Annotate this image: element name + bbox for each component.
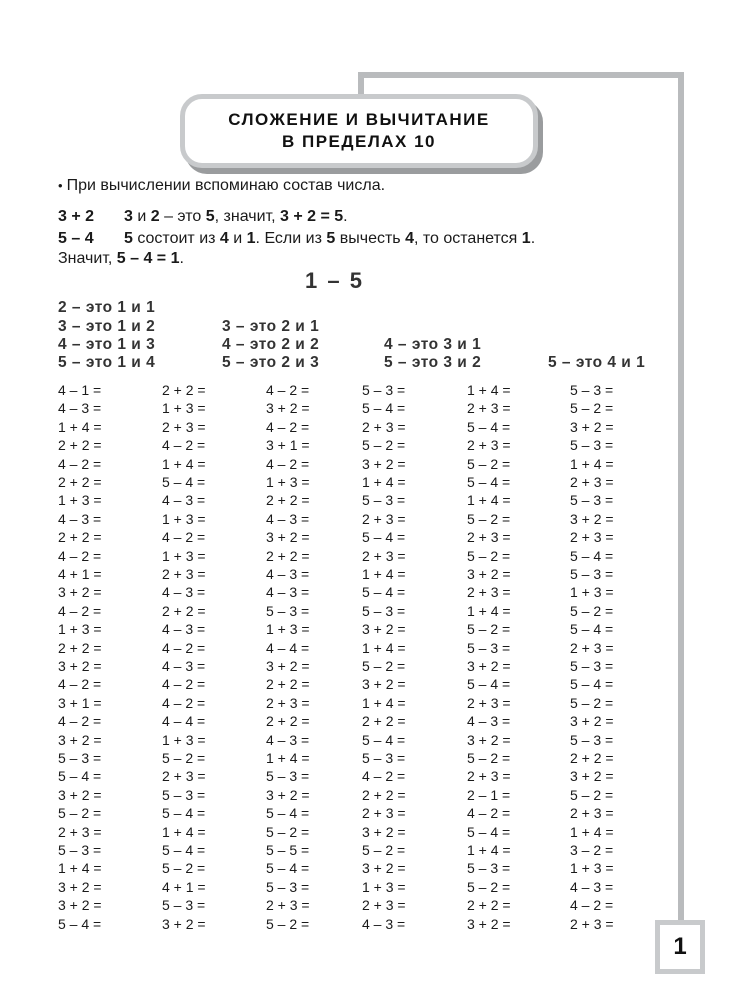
exercise-item: 2 + 3 =: [467, 768, 511, 785]
exercise-item: 5 – 2 =: [570, 694, 614, 711]
exercise-item: 3 + 2 =: [570, 713, 614, 730]
exercise-item: 4 – 4 =: [162, 713, 206, 730]
exercise-item: 2 + 3 =: [570, 805, 614, 822]
exercise-item: 3 + 1 =: [58, 694, 102, 711]
exercise-item: 5 – 3 =: [570, 566, 614, 582]
composition-item: 3 – это 1 и 2: [58, 318, 156, 335]
exercise-item: 2 + 2 =: [362, 786, 406, 803]
exercise-item: 2 + 3 =: [362, 897, 406, 914]
exercise-item: 5 – 4 =: [467, 823, 511, 840]
exercise-item: 5 – 2 =: [467, 547, 511, 564]
exercise-item: 4 – 2 =: [58, 455, 102, 472]
ex2-p11: 1: [521, 230, 531, 247]
exercise-item: 5 – 2 =: [58, 805, 102, 822]
exercise-item: 4 – 2 =: [162, 676, 206, 693]
exercise-item: 1 + 3 =: [570, 584, 614, 601]
exercise-item: 2 + 2 =: [58, 529, 102, 546]
exercise-item: 5 – 4 =: [58, 768, 102, 785]
exercise-item: 2 + 3 =: [58, 823, 102, 840]
exercise-item: 5 – 3 =: [570, 437, 614, 454]
exercise-item: 1 + 4 =: [266, 750, 310, 766]
page-frame-top: [358, 72, 684, 78]
exercise-item: 3 + 2 =: [362, 823, 406, 840]
ex2-p10: , то останется: [413, 230, 522, 247]
composition-item: 4 – это 3 и 1: [384, 336, 482, 353]
ex1-p2: и: [132, 208, 151, 225]
ex1-p4: – это: [159, 208, 206, 225]
exercise-item: 2 + 3 =: [362, 418, 406, 435]
ex1-p5: 5: [205, 208, 215, 225]
exercise-item: 2 + 3 =: [570, 474, 614, 490]
ex1-p3: 2: [150, 208, 160, 225]
exercise-item: 1 + 3 =: [266, 621, 310, 638]
exercise-item: 1 + 4 =: [467, 492, 511, 509]
ex3-text: Значит,: [58, 250, 117, 267]
ex2-p2: состоит из: [132, 230, 220, 247]
exercise-item: 5 – 3 =: [162, 897, 206, 914]
exercise-item: 3 + 2 =: [467, 915, 511, 932]
exercise-item: 3 + 2 =: [570, 510, 614, 527]
exercise-item: 5 – 3 =: [58, 750, 102, 766]
exercise-item: 5 – 3 =: [570, 658, 614, 674]
title-box: [180, 94, 538, 168]
bullet: •: [58, 178, 63, 193]
page-number: 1: [673, 933, 687, 960]
exercise-item: 3 + 2 =: [58, 786, 102, 803]
exercise-item: 1 + 4 =: [362, 694, 406, 711]
exercise-item: 1 + 4 =: [570, 823, 614, 840]
exercise-item: 3 + 2 =: [570, 768, 614, 785]
exercise-item: 1 + 3 =: [162, 731, 206, 748]
exercise-item: 5 – 3 =: [362, 750, 406, 766]
exercise-item: 5 – 5 =: [266, 842, 310, 858]
title-line-1: СЛОЖЕНИЕ И ВЫЧИТАНИЕ: [228, 110, 490, 129]
example-2-expression: 5 – 4: [58, 230, 94, 247]
exercise-item: 5 – 3 =: [570, 382, 614, 398]
exercise-item: 1 + 4 =: [58, 860, 102, 877]
exercise-item: 5 – 3 =: [58, 842, 102, 858]
exercise-item: 3 + 2 =: [266, 786, 310, 803]
exercise-item: 2 + 3 =: [467, 529, 511, 546]
exercise-item: 2 + 3 =: [467, 400, 511, 417]
exercise-item: 2 + 3 =: [467, 694, 511, 711]
composition-item: 4 – это 2 и 2: [222, 336, 320, 353]
exercise-item: 1 + 3 =: [58, 492, 102, 509]
exercise-item: 2 + 3 =: [362, 510, 406, 527]
exercise-item: 5 – 2 =: [162, 750, 206, 766]
exercise-item: 5 – 3 =: [570, 731, 614, 748]
exercise-item: 2 + 3 =: [266, 897, 310, 914]
composition-item: 5 – это 2 и 3: [222, 354, 320, 371]
exercise-item: 1 + 3 =: [162, 400, 206, 417]
exercise-item: 4 – 3 =: [162, 584, 206, 601]
exercise-item: 1 + 3 =: [162, 547, 206, 564]
ex2-p3: 4: [219, 230, 229, 247]
exercise-item: 2 + 3 =: [467, 584, 511, 601]
range-heading: 1 – 5: [305, 268, 364, 293]
exercise-item: 3 + 2 =: [58, 658, 102, 674]
exercise-item: 2 + 2 =: [362, 713, 406, 730]
exercise-item: 1 + 4 =: [570, 455, 614, 472]
exercise-item: 2 + 3 =: [570, 639, 614, 656]
exercise-item: 2 + 2 =: [58, 437, 102, 454]
exercise-item: 4 – 2 =: [266, 382, 310, 398]
exercise-item: 5 – 3 =: [266, 602, 310, 619]
exercise-item: 1 + 4 =: [58, 418, 102, 435]
exercise-item: 2 + 2 =: [58, 474, 102, 490]
exercise-item: 4 + 1 =: [58, 566, 102, 582]
example-2: [58, 230, 535, 248]
exercise-item: 3 + 2 =: [266, 529, 310, 546]
ex2-p4: и: [228, 230, 247, 247]
exercise-item: 5 – 2 =: [467, 455, 511, 472]
exercise-item: 5 – 2 =: [266, 823, 310, 840]
exercise-item: 2 + 3 =: [162, 566, 206, 582]
exercise-item: 2 + 2 =: [162, 382, 206, 398]
exercise-item: 4 – 2 =: [58, 547, 102, 564]
exercise-item: 5 – 3 =: [467, 639, 511, 656]
exercise-item: 1 + 4 =: [162, 823, 206, 840]
exercise-item: 5 – 2 =: [467, 510, 511, 527]
exercise-item: 5 – 3 =: [362, 492, 406, 509]
exercise-item: 4 – 2 =: [162, 437, 206, 454]
composition-item: 5 – это 1 и 4: [58, 354, 156, 371]
exercise-item: 4 – 2 =: [266, 455, 310, 472]
example-1-expression: 3 + 2: [58, 208, 95, 225]
exercise-item: 3 + 2 =: [467, 731, 511, 748]
composition-item: 5 – это 3 и 2: [384, 354, 482, 371]
exercise-item: 1 + 3 =: [570, 860, 614, 877]
exercise-item: 2 + 3 =: [570, 915, 614, 932]
ex3-bold: 5 – 4 = 1: [116, 250, 180, 267]
exercise-item: 3 + 2 =: [467, 566, 511, 582]
exercise-item: 4 – 2 =: [58, 602, 102, 619]
exercise-item: 3 + 2 =: [362, 860, 406, 877]
exercise-item: 4 – 2 =: [58, 713, 102, 730]
exercise-item: 4 – 2 =: [162, 529, 206, 546]
exercise-item: 5 – 2 =: [467, 621, 511, 638]
exercise-item: 5 – 4 =: [362, 400, 406, 417]
composition-item: 2 – это 1 и 1: [58, 299, 156, 316]
exercise-item: 2 – 1 =: [467, 786, 511, 803]
intro-text: [58, 177, 385, 195]
exercise-item: 2 + 2 =: [266, 492, 310, 509]
exercise-item: 3 + 2 =: [162, 915, 206, 932]
exercise-item: 2 + 3 =: [162, 418, 206, 435]
exercise-item: 1 + 4 =: [467, 842, 511, 858]
exercise-item: 5 – 3 =: [266, 768, 310, 785]
exercise-item: 1 + 3 =: [58, 621, 102, 638]
ex1-p1: 3: [124, 208, 133, 225]
exercise-item: 5 – 4 =: [467, 474, 511, 490]
ex1-p8: .: [343, 208, 348, 225]
exercise-item: 4 – 2 =: [266, 418, 310, 435]
exercise-item: 1 + 3 =: [266, 474, 310, 490]
ex2-p8: вычесть: [335, 230, 406, 247]
exercise-item: 3 + 2 =: [58, 897, 102, 914]
exercise-item: 4 – 2 =: [162, 639, 206, 656]
exercise-item: 2 + 3 =: [362, 547, 406, 564]
exercise-item: 2 + 3 =: [266, 694, 310, 711]
ex1-p7: 3 + 2 = 5: [279, 208, 344, 225]
exercise-item: 5 – 2 =: [570, 400, 614, 417]
exercise-item: 4 – 2 =: [162, 694, 206, 711]
ex2-p5: 1: [246, 230, 256, 247]
exercise-item: 5 – 4 =: [570, 676, 614, 693]
ex1-p6: , значит,: [214, 208, 280, 225]
exercise-item: 3 + 2 =: [58, 878, 102, 895]
exercise-item: 5 – 4 =: [570, 621, 614, 638]
composition-item: 3 – это 2 и 1: [222, 318, 320, 335]
exercise-item: 1 + 4 =: [162, 455, 206, 472]
page-frame-left: [358, 72, 364, 96]
exercise-item: 3 + 2 =: [58, 584, 102, 601]
exercise-item: 4 – 3 =: [266, 584, 310, 601]
exercise-item: 4 + 1 =: [162, 878, 206, 895]
exercise-item: 5 – 2 =: [362, 658, 406, 674]
exercise-item: 3 + 2 =: [570, 418, 614, 435]
exercise-item: 5 – 4 =: [162, 474, 206, 490]
exercise-item: 5 – 2 =: [570, 786, 614, 803]
exercise-item: 2 + 2 =: [266, 676, 310, 693]
exercise-item: 2 + 2 =: [162, 602, 206, 619]
exercise-item: 4 – 3 =: [467, 713, 511, 730]
exercise-item: 4 – 2 =: [58, 676, 102, 693]
exercise-item: 5 – 4 =: [266, 805, 310, 822]
exercise-item: 1 + 4 =: [362, 639, 406, 656]
exercise-item: 3 + 2 =: [58, 731, 102, 748]
exercise-item: 2 + 2 =: [467, 897, 511, 914]
exercise-item: 4 – 3 =: [58, 510, 102, 527]
ex2-p9: 4: [405, 230, 414, 247]
intro-sentence: При вычислении вспоминаю состав числа.: [66, 177, 386, 194]
exercise-item: 3 + 2 =: [362, 455, 406, 472]
exercise-item: 4 – 3 =: [266, 566, 310, 582]
exercise-item: 1 + 4 =: [362, 474, 406, 490]
exercise-item: 4 – 2 =: [467, 805, 511, 822]
exercise-item: 2 + 3 =: [162, 768, 206, 785]
exercise-item: 3 + 2 =: [362, 676, 406, 693]
exercise-item: 5 – 4 =: [467, 418, 511, 435]
composition-item: 5 – это 4 и 1: [548, 354, 646, 371]
exercise-item: 3 + 2 =: [266, 400, 310, 417]
exercise-item: 1 + 3 =: [362, 878, 406, 895]
exercise-item: 4 – 1 =: [58, 382, 102, 398]
ex2-p12: .: [530, 230, 536, 247]
example-1: [58, 208, 348, 226]
ex2-p6: . Если из: [255, 230, 327, 247]
exercise-item: 5 – 4 =: [570, 547, 614, 564]
exercise-item: 4 – 2 =: [362, 768, 406, 785]
ex2-p7: 5: [326, 230, 336, 247]
exercise-item: 5 – 4 =: [162, 805, 206, 822]
exercise-item: 5 – 4 =: [467, 676, 511, 693]
exercise-item: 1 + 4 =: [467, 602, 511, 619]
exercise-item: 5 – 4 =: [162, 842, 206, 858]
exercise-item: 5 – 4 =: [362, 584, 406, 601]
exercise-item: 2 + 2 =: [266, 547, 310, 564]
exercise-item: 4 – 3 =: [570, 878, 614, 895]
exercise-item: 5 – 4 =: [58, 915, 102, 932]
exercise-item: 5 – 3 =: [362, 602, 406, 619]
exercise-item: 4 – 3 =: [162, 658, 206, 674]
exercise-item: 5 – 2 =: [362, 437, 406, 454]
exercise-item: 4 – 3 =: [162, 492, 206, 509]
exercise-item: 5 – 2 =: [362, 842, 406, 858]
exercise-item: 3 + 2 =: [467, 658, 511, 674]
exercise-item: 1 + 4 =: [467, 382, 511, 398]
exercise-item: 3 + 2 =: [266, 658, 310, 674]
exercise-item: 2 + 2 =: [266, 713, 310, 730]
exercise-item: 2 + 3 =: [570, 529, 614, 546]
exercise-item: 5 – 2 =: [570, 602, 614, 619]
ex2-p1: 5: [124, 230, 133, 247]
exercise-item: 5 – 4 =: [362, 529, 406, 546]
example-3: [58, 250, 184, 268]
page-frame-right: [678, 72, 684, 924]
exercise-item: 5 – 4 =: [362, 731, 406, 748]
page-number-box: [655, 920, 705, 974]
exercise-item: 4 – 3 =: [162, 621, 206, 638]
exercise-item: 1 + 3 =: [162, 510, 206, 527]
exercise-item: 4 – 3 =: [362, 915, 406, 932]
exercise-item: 5 – 3 =: [266, 878, 310, 895]
exercise-item: 5 – 3 =: [162, 786, 206, 803]
exercise-item: 5 – 2 =: [467, 750, 511, 766]
exercise-item: 4 – 3 =: [58, 400, 102, 417]
title-line-2: В ПРЕДЕЛАХ 10: [281, 132, 437, 151]
exercise-item: 1 + 4 =: [362, 566, 406, 582]
composition-item: 4 – это 1 и 3: [58, 336, 156, 353]
exercise-item: 5 – 3 =: [362, 382, 406, 398]
exercise-item: 5 – 2 =: [162, 860, 206, 877]
exercise-item: 5 – 2 =: [266, 915, 310, 932]
exercise-item: 4 – 2 =: [570, 897, 614, 914]
exercise-item: 2 + 3 =: [467, 437, 511, 454]
exercise-item: 3 – 2 =: [570, 842, 614, 858]
exercise-item: 4 – 3 =: [266, 510, 310, 527]
exercise-item: 2 + 3 =: [362, 805, 406, 822]
ex3-end: .: [179, 250, 184, 267]
exercise-item: 4 – 4 =: [266, 639, 310, 656]
exercise-item: 3 + 2 =: [362, 621, 406, 638]
exercise-item: 5 – 4 =: [266, 860, 310, 877]
exercise-item: 4 – 3 =: [266, 731, 310, 748]
exercise-item: 5 – 3 =: [570, 492, 614, 509]
exercise-item: 5 – 3 =: [467, 860, 511, 877]
exercise-item: 2 + 2 =: [570, 750, 614, 766]
exercise-item: 3 + 1 =: [266, 437, 310, 454]
exercise-item: 2 + 2 =: [58, 639, 102, 656]
exercise-item: 5 – 2 =: [467, 878, 511, 895]
